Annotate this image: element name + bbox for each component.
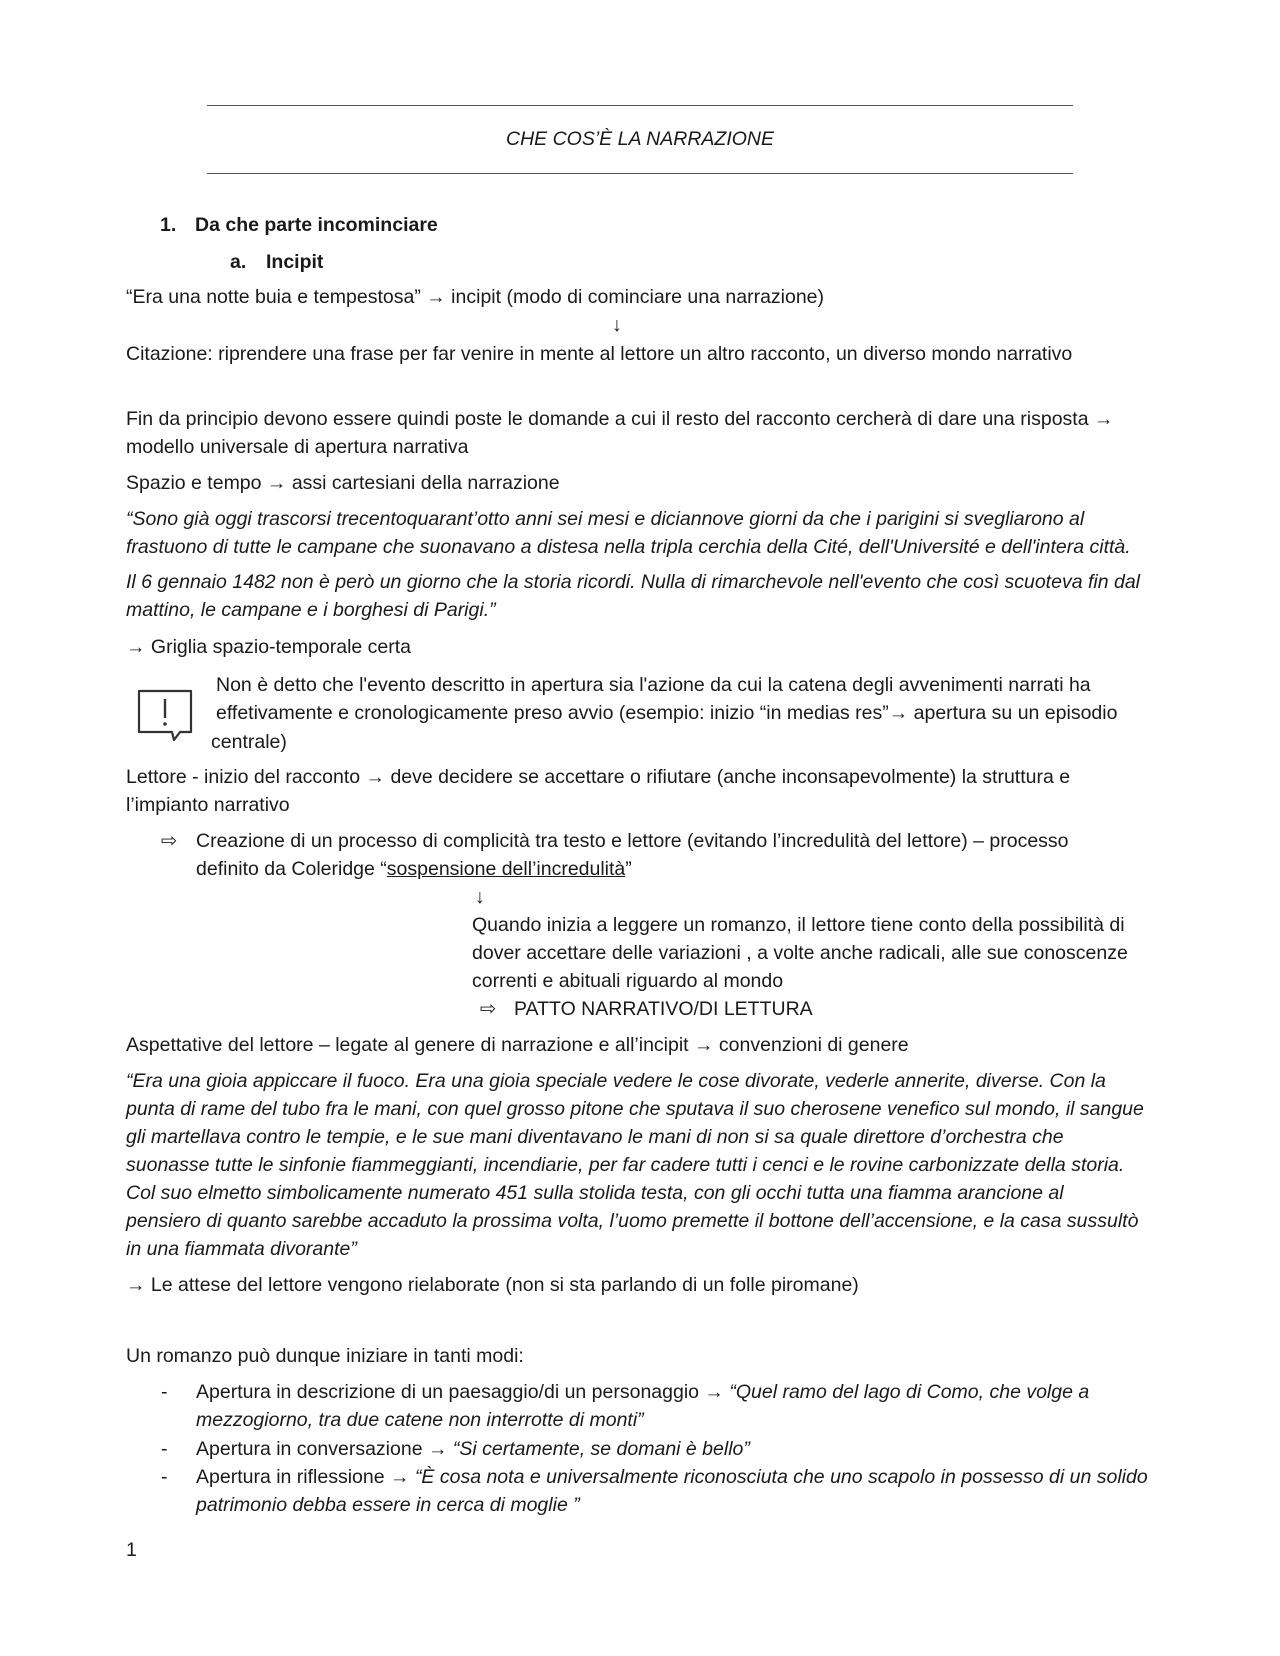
callout-line-3: centrale) xyxy=(211,731,287,753)
incipit-quote: “Era una notte buia e tempestosa” xyxy=(126,286,421,308)
list-item-3-plain: Apertura in riflessione → xyxy=(196,1466,415,1488)
list-item-3-quote: “È cosa nota e universalmente riconosciuta che uno scapolo in possesso di un solido xyxy=(414,1466,1148,1488)
quote-bradbury-line-3: gli martellava contro le tempie, e le sue mani diventavano le mani di non si sa quale direttore d’orchestra che xyxy=(126,1126,1064,1148)
quote-bradbury-line-4: suonasse tutte le sinfonie fiammeggianti, incendiarie, per far cadere tutti i cenci e le rovine carbonizzate della storia. xyxy=(126,1154,1125,1176)
section-heading: Da che parte incominciare xyxy=(195,214,438,236)
page-title: CHE COS’È LA NARRAZIONE xyxy=(506,128,774,150)
sospensione-incredulita: sospensione dell’incredulità xyxy=(386,858,626,880)
list-item xyxy=(196,1463,1148,1491)
domande-line-1: Fin da principio devono essere quindi poste le domande a cui il resto del racconto cercherà di dare una risposta → xyxy=(126,408,1114,430)
bullet-line-2 xyxy=(196,855,632,883)
romanzo-line-2: dover accettare delle variazioni , a volte anche radicali, alle sue conoscenze xyxy=(472,942,1128,964)
list-dash: - xyxy=(161,1438,168,1460)
down-arrow-2: ↓ xyxy=(475,886,485,908)
domande-line-2: modello universale di apertura narrativa xyxy=(126,436,469,458)
comment-exclamation-icon xyxy=(136,688,196,749)
lettore-line-1: Lettore - inizio del racconto → deve decidere se accettare o rifiutare (anche inconsapevolmente) la struttura e xyxy=(126,766,1071,788)
list-dash: - xyxy=(161,1381,168,1403)
romanzo-line-3: correnti e abituali riguardo al mondo xyxy=(472,970,784,992)
callout-line-1: Non è detto che l'evento descritto in apertura sia l'azione da cui la catena degli avvenimenti narrati ha xyxy=(216,674,1091,696)
list-item xyxy=(196,1378,1089,1406)
quote-hugo-line-1: “Sono già oggi trascorsi trecentoquarant’otto anni sei mesi e diciannove giorni da che i parigini si svegliarono al xyxy=(126,508,1085,530)
aspettative-line: Aspettative del lettore – legate al genere di narrazione e all’incipit → convenzioni di genere xyxy=(126,1034,909,1056)
quote-hugo-line-2: frastuono di tutte le campane che suonavano a distesa nella tripla cerchia della Cité, dell'Université e dell'intera città. xyxy=(126,536,1131,558)
quote-bradbury-line-7: in una fiammata divorante” xyxy=(126,1238,357,1260)
quote-bradbury-line-6: pensiero di quanto sarebbe accaduto la prossima volta, l’uomo premette il bottone dell’accensione, e la casa sussultò xyxy=(126,1210,1139,1232)
list-dash: - xyxy=(161,1466,168,1488)
hollow-arrow-icon-2: ⇨ xyxy=(480,998,497,1020)
spazio-tempo-line: Spazio e tempo → assi cartesiani della narrazione xyxy=(126,472,560,494)
citazione-text: Citazione: riprendere una frase per far venire in mente al lettore un altro racconto, un diverso mondo narrativo xyxy=(126,343,1073,365)
title-rule-top xyxy=(207,105,1073,106)
quote-hugo-line-4: mattino, le campane e i borghesi di Parigi.” xyxy=(126,599,496,621)
quote-bradbury-line-1: “Era una gioia appiccare il fuoco. Era una gioia speciale vedere le cose divorate, vederle annerite, diverse. Con la xyxy=(126,1070,1106,1092)
page-number: 1 xyxy=(126,1539,137,1561)
list-item-3-quote-line-2: patrimonio debba essere in cerca di moglie ” xyxy=(196,1494,580,1516)
modi-intro: Un romanzo può dunque iniziare in tanti modi: xyxy=(126,1345,524,1367)
callout-line-2: effetivamente e cronologicamente preso avvio (esempio: inizio “in medias res”→ apertura su un episodio xyxy=(216,702,1118,724)
quote-hugo-line-3: Il 6 gennaio 1482 non è però un giorno che la storia ricordi. Nulla di rimarchevole nell'evento che così scuoteva fin dal xyxy=(126,571,1140,593)
bullet-line-1: Creazione di un processo di complicità tra testo e lettore (evitando l’incredulità del lettore) – processo xyxy=(196,830,1069,852)
lettore-line-2: l’impianto narrativo xyxy=(126,794,290,816)
quote-bradbury-line-5: Col suo elmetto simbolicamente numerato 451 sulla stolida testa, con gli occhi tutta una fiamma arancione al xyxy=(126,1182,1064,1204)
patto-narrativo: PATTO NARRATIVO/DI LETTURA xyxy=(514,998,813,1020)
subsection-heading: Incipit xyxy=(266,251,324,273)
list-item xyxy=(196,1435,750,1463)
attese-line: → Le attese del lettore vengono rielaborate (non si sta parlando di un folle piromane) xyxy=(126,1274,859,1296)
subsection-letter: a. xyxy=(230,251,247,273)
incipit-line xyxy=(126,283,824,311)
bullet-line-2-post: ” xyxy=(625,858,632,880)
list-item-1-quote: “Quel ramo del lago di Como, che volge a xyxy=(729,1381,1090,1403)
griglia-line: → Griglia spazio-temporale certa xyxy=(126,636,412,658)
section-number: 1. xyxy=(160,214,177,236)
list-item-2-plain: Apertura in conversazione → xyxy=(196,1438,453,1460)
list-item-1-plain: Apertura in descrizione di un paesaggio/di un personaggio → xyxy=(196,1381,730,1403)
quote-bradbury-line-2: punta di rame del tubo fra le mani, con quel grosso pitone che sputava il suo cherosene venefico sul mondo, il sangue xyxy=(126,1098,1144,1120)
list-item-2-quote: “Si certamente, se domani è bello” xyxy=(452,1438,750,1460)
list-item-1-quote-line-2: mezzogiorno, tra due catene non interrotte di monti” xyxy=(196,1409,644,1431)
incipit-arrow-note: → incipit (modo di cominciare una narrazione) xyxy=(420,286,825,308)
down-arrow: ↓ xyxy=(612,314,622,336)
romanzo-line-1: Quando inizia a leggere un romanzo, il lettore tiene conto della possibilità di xyxy=(472,914,1125,936)
title-rule-bottom xyxy=(207,173,1073,174)
hollow-arrow-icon: ⇨ xyxy=(161,830,178,852)
bullet-line-2-pre: definito da Coleridge “ xyxy=(196,858,387,880)
